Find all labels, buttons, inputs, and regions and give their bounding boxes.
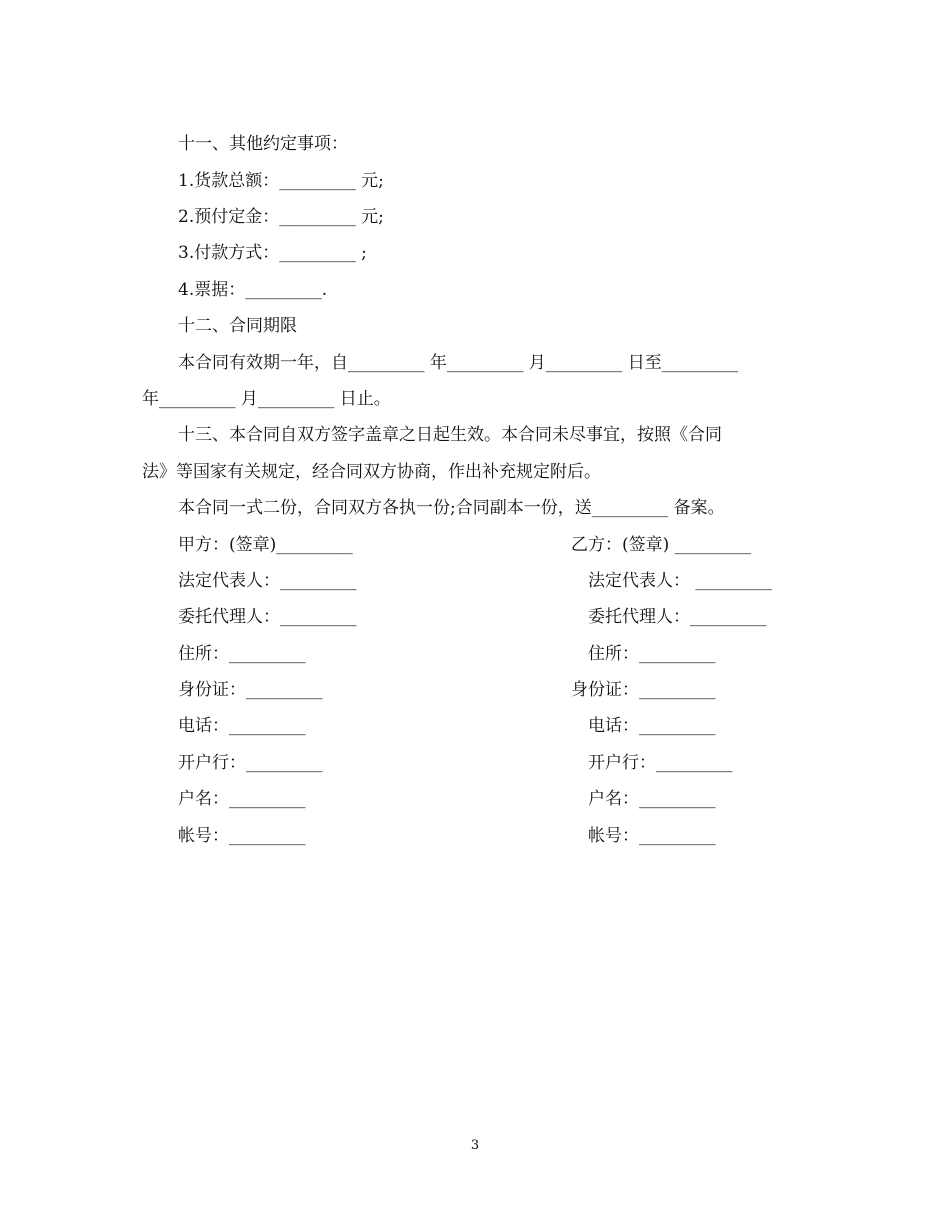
item-total-payment: 1.货款总额：_________ 元; [178,171,384,191]
term-line-2: 年_________ 月_________ 日止。 [142,389,391,409]
party-b-address: 住所：_________ [588,644,716,664]
copies-clause: 本合同一式二份，合同双方各执一份;合同副本一份，送_________ 备案。 [178,498,725,518]
party-b-phone: 电话：_________ [588,716,716,736]
section-13-line-2: 法》等国家有关规定，经合同双方协商，作出补充规定附后。 [142,462,601,482]
party-a-sign: 甲方：(签章)_________ [178,535,353,555]
party-b-id: 身份证：_________ [571,680,716,700]
party-a-bank: 开户行：_________ [178,753,323,773]
party-a-address: 住所：_________ [178,644,306,664]
party-b-sign: 乙方：(签章) _________ [571,535,752,555]
item-invoice: 4.票据：_________. [178,280,328,300]
page-number: 3 [470,1138,480,1153]
term-line-1: 本合同有效期一年，自_________ 年_________ 月_________ 日至_________ [178,353,739,373]
party-b-account-no: 帐号：_________ [588,826,716,846]
party-b-bank: 开户行：_________ [588,753,733,773]
item-payment-method: 3.付款方式：_________ ; [178,243,367,263]
party-b-account-name: 户名：_________ [588,789,716,809]
item-deposit: 2.预付定金：_________ 元; [178,207,384,227]
party-a-id: 身份证：_________ [178,680,323,700]
party-a-rep: 法定代表人：_________ [178,571,357,591]
party-b-rep: 法定代表人： _________ [588,571,772,591]
party-a-phone: 电话：_________ [178,716,306,736]
party-a-account-no: 帐号：_________ [178,826,306,846]
section-13-line-1: 十三、本合同自双方签字盖章之日起生效。本合同未尽事宜，按照《合同 [178,425,722,445]
section-11-title: 十一、其他约定事项： [178,134,348,154]
party-b-agent: 委托代理人：_________ [588,607,767,627]
party-a-agent: 委托代理人：_________ [178,607,357,627]
section-12-title: 十二、合同期限 [178,316,297,336]
party-a-account-name: 户名：_________ [178,789,306,809]
